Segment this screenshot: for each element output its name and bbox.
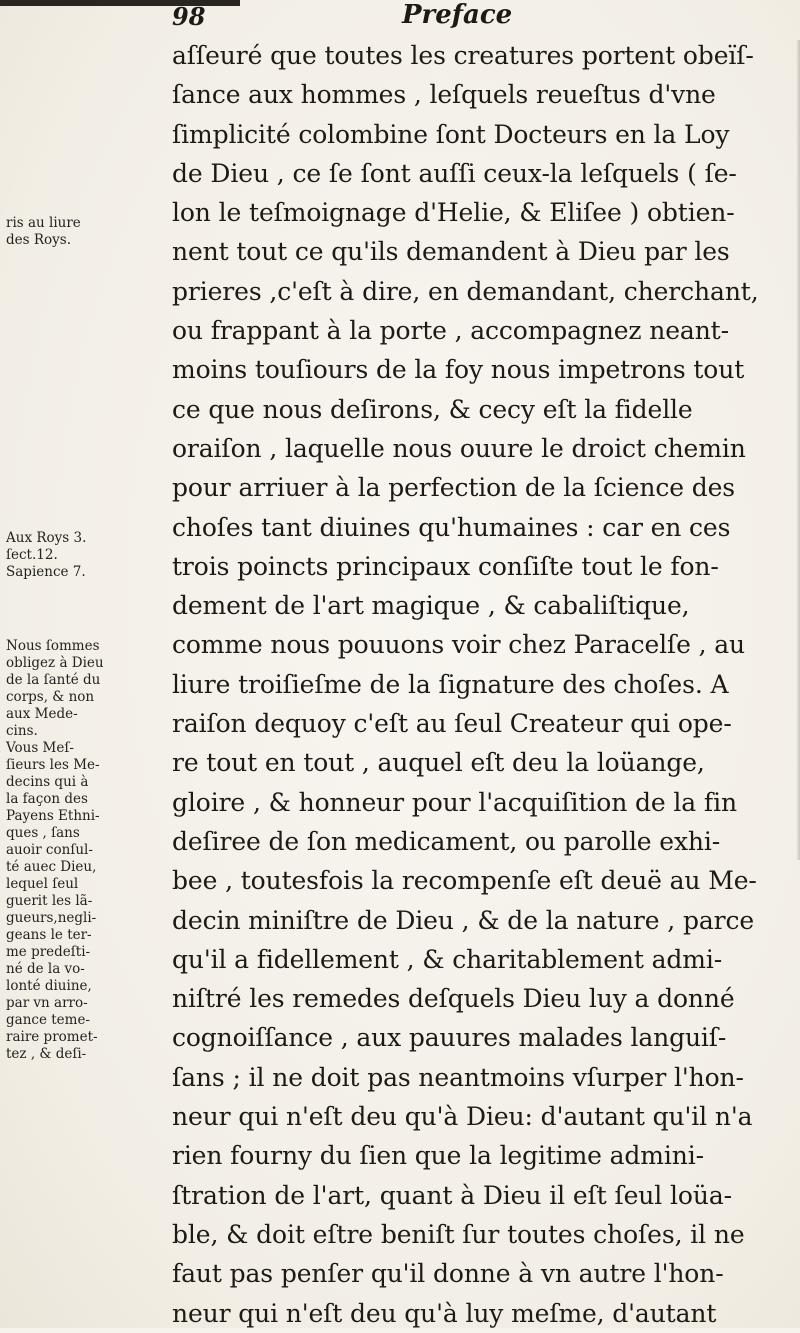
margin-note-line: lonté diuine, — [6, 978, 92, 994]
margin-note-line: geans le ter- — [6, 927, 92, 943]
body-line: oraiſon , laquelle nous ouure le droict chemin — [172, 433, 746, 463]
body-line: moins touſiours de la foy nous impetrons tout — [172, 355, 745, 385]
running-head: Preface — [402, 0, 513, 30]
margin-note-line: par vn arro- — [6, 995, 88, 1011]
margin-note-line: lequel ſeul — [6, 876, 79, 892]
margin-note-line: né de la vo- — [6, 961, 85, 977]
body-line: ce que nous deſirons, & cecy eſt la fidelle — [172, 394, 693, 424]
body-line: neur qui n'eſt deu qu'à luy meſme, d'autant — [172, 1298, 717, 1328]
margin-note-line: Payens Ethni- — [6, 808, 100, 824]
body-line: gloire , & honneur pour l'acquiſition de la fin — [172, 787, 737, 817]
margin-note-line: Nous ſommes — [6, 638, 100, 654]
margin-note-line: gance teme- — [6, 1012, 90, 1028]
margin-note-line: me predeſti- — [6, 944, 91, 960]
margin-note-line: decins qui à — [6, 774, 89, 790]
body-line: de Dieu , ce ſe ſont auſſi ceux-la leſquels ( ſe- — [172, 158, 737, 188]
body-line: deſiree de ſon medicament, ou parolle exhi- — [172, 826, 721, 856]
body-line: raiſon dequoy c'eſt au ſeul Createur qui ope- — [172, 709, 732, 739]
body-line: bee , toutesfois la recompenſe eſt deuë au Me- — [172, 866, 757, 896]
body-line: ſans ; il ne doit pas neantmoins vſurper l'hon- — [172, 1062, 744, 1092]
body-line: qu'il a fidellement , & charitablement admi- — [172, 944, 723, 974]
margin-note-line: tez , & deſi- — [6, 1046, 87, 1062]
margin-note-line: té auec Dieu, — [6, 859, 97, 875]
margin-note-line: Sapience 7. — [6, 564, 86, 580]
margin-note-line: des Roys. — [6, 232, 71, 248]
margin-note-line: ris au liure — [6, 215, 81, 231]
body-line: neur qui n'eſt deu qu'à Dieu: d'autant qu'il n'a — [172, 1102, 753, 1132]
margin-note-line: aux Mede- — [6, 706, 78, 722]
margin-note-line: ſect.12. — [6, 547, 58, 563]
body-line: choſes tant diuines qu'humaines : car en ces — [172, 512, 731, 542]
page-number: 98 — [172, 2, 206, 31]
margin-note-line: la façon des — [6, 791, 88, 807]
margin-note-kings — [6, 215, 168, 249]
body-line: ſance aux hommes , leſquels reueſtus d'vne — [172, 80, 716, 110]
body-line: dement de l'art magique , & cabaliſtique, — [172, 591, 690, 621]
margin-note-line: Vous Meſ- — [6, 740, 74, 756]
body-text — [172, 36, 800, 1333]
body-line: re tout en tout , auquel eſt deu la loüange, — [172, 748, 705, 778]
margin-note-line: guerit les lã- — [6, 893, 93, 909]
body-line: liure troiſieſme de la ſignature des choſes. A — [172, 669, 729, 699]
body-line: cognoiſſance , aux pauures malades languiſ- — [172, 1023, 727, 1053]
margin-note-line: auoir conſul- — [6, 842, 93, 858]
margin-note-line: ſieurs les Me- — [6, 757, 100, 773]
body-line: prieres ,c'eſt à dire, en demandant, cherchant, — [172, 276, 759, 306]
margin-note-line: obligez à Dieu — [6, 655, 104, 671]
margin-note-line: raire promet- — [6, 1029, 98, 1045]
body-line: ſtration de l'art, quant à Dieu il eſt ſeul loüa- — [172, 1180, 733, 1210]
margin-note-line: gueurs,negli- — [6, 910, 97, 926]
body-line: rien fourny du ſien que la legitime admini- — [172, 1141, 704, 1171]
body-line: trois poincts principaux conſiſte tout le fon- — [172, 551, 719, 581]
margin-note-line: corps, & non — [6, 689, 95, 705]
body-line: ble, & doit eſtre beniſt ſur toutes choſes, il ne — [172, 1219, 745, 1249]
body-line: ou frappant à la porte , accompagnez neant- — [172, 316, 729, 346]
body-line: faut pas penſer qu'il donne à vn autre l'hon- — [172, 1259, 724, 1289]
body-line: ſimplicité colombine ſont Docteurs en la Loy — [172, 119, 730, 149]
body-line: lon le teſmoignage d'Helie, & Eliſee ) obtien- — [172, 198, 735, 228]
body-line: aſſeuré que toutes les creatures portent obeïſ- — [172, 41, 754, 70]
margin-note-physicians — [6, 638, 168, 1063]
body-line: niſtré les remedes deſquels Dieu luy a donné — [172, 984, 735, 1014]
margin-note-line: ques , ſans — [6, 825, 80, 841]
body-line: comme nous pouuons voir chez Paracelſe , au — [172, 630, 745, 660]
margin-note-line: Aux Roys 3. — [6, 530, 87, 546]
margin-note-line: de la ſanté du — [6, 672, 101, 688]
margin-note-line: cins. — [6, 723, 38, 739]
margin-note-wisdom — [6, 530, 168, 581]
body-line: decin miniſtre de Dieu , & de la nature , parce — [172, 905, 755, 935]
body-line: nent tout ce qu'ils demandent à Dieu par les — [172, 237, 730, 267]
body-line: pour arriuer à la perfection de la ſcience des — [172, 473, 735, 503]
